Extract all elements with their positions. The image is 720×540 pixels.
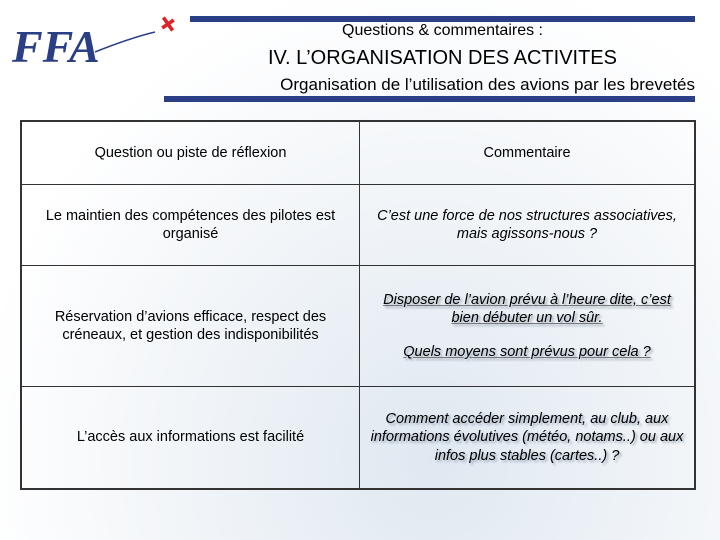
comment-cell — [360, 266, 694, 386]
table-header-row — [22, 122, 694, 184]
table-row — [22, 184, 694, 265]
title-line-3: Organisation de l’utilisation des avions par les brevetés — [280, 75, 695, 94]
header-bottom-bar — [164, 96, 695, 102]
question-cell: Réservation d’avions efficace, respect des créneaux, et gestion des indisponibilités — [22, 266, 360, 386]
question-cell: Le maintien des compétences des pilotes est organisé — [22, 185, 360, 265]
comment-cell: C’est une force de nos structures associatives, mais agissons-nous ? — [377, 207, 677, 242]
question-cell: L’accès aux informations est facilité — [22, 387, 360, 488]
logo-text: FFA — [12, 21, 100, 72]
header-comment: Commentaire — [483, 144, 571, 161]
table-row — [22, 386, 694, 488]
header-question: Question ou piste de réflexion — [22, 122, 360, 184]
title-line-1: Questions & commentaires : — [342, 22, 543, 39]
table-row — [22, 265, 694, 386]
qa-table — [20, 120, 696, 490]
comment-line: Quels moyens sont prévus pour cela ? — [403, 344, 651, 361]
comment-line: Disposer de l’avion prévu à l’heure dite, c’est bien débuter un vol sûr. — [383, 291, 671, 326]
comment-line: Comment accéder simplement, au club, aux informations évolutives (météo, notams..) ou aux infos plus stables (cartes..) ? — [370, 411, 684, 464]
ffa-logo — [10, 14, 190, 74]
comment-cell — [360, 387, 694, 488]
title-line-2: IV. L’ORGANISATION DES ACTIVITES — [268, 47, 617, 69]
airplane-icon — [158, 14, 179, 35]
